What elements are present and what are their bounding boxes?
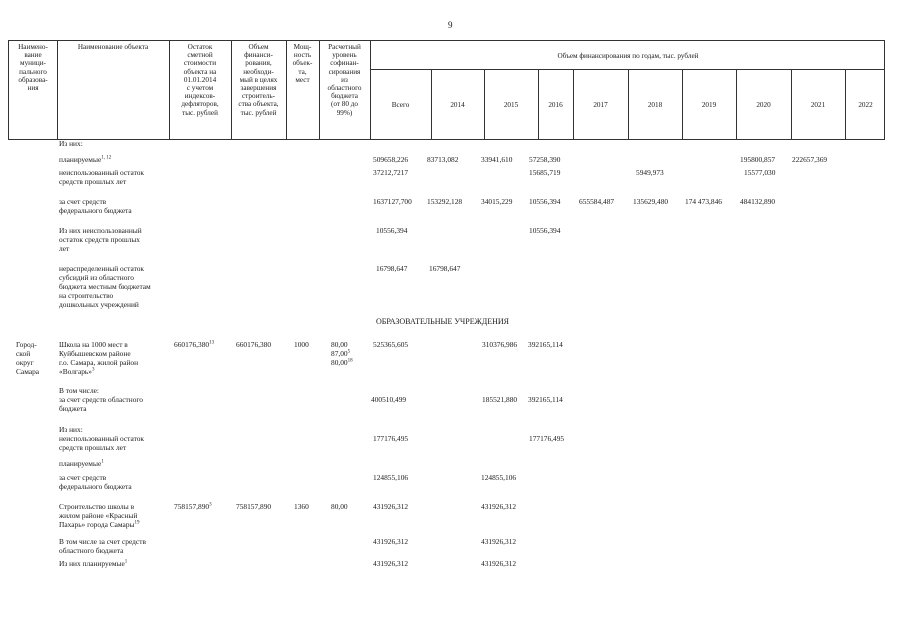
header-funding-volume: Объем финанси- рования, необходи- мый в целях завершения строитель- ства объекта, тыс. рублей xyxy=(238,43,279,117)
row-from-them-label: Из них: xyxy=(59,139,83,148)
header-year-2015: 2015 xyxy=(503,101,519,109)
table-cell: 5949,973 xyxy=(636,168,664,177)
table-cell: 392165,114 xyxy=(528,395,563,404)
row-municipality: Город- ской округ Самара xyxy=(16,340,40,376)
table-cell: 310376,986 xyxy=(482,340,518,349)
header-year-2022: 2022 xyxy=(858,101,873,109)
table-cell: 83713,082 xyxy=(427,155,459,164)
table-cell: 153292,128 xyxy=(427,197,463,206)
table-cell: 758157,890 xyxy=(236,502,272,511)
table-cell: 57258,390 xyxy=(529,155,561,164)
table-cell: 431926,312 xyxy=(373,502,409,511)
row-unused-school-label: Из них: неиспользованный остаток средств прошлых лет xyxy=(59,425,144,452)
table-cell: 400510,499 xyxy=(371,395,407,404)
table-cell: 525365,605 xyxy=(373,340,409,349)
table-cell: 10556,394 xyxy=(376,226,408,235)
table-cell: 10556,394 xyxy=(529,197,561,206)
header-estimate-balance: Остаток сметной стоимости объекта на 01.01.2014 с учетом индексов- дефляторов, тыс. рублей xyxy=(181,43,219,117)
row-unused-federal-label: Из них неиспользованный остаток средств прошлых лет xyxy=(59,226,142,253)
header-year-2016: 2016 xyxy=(548,101,563,109)
table-cell: 16798,647 xyxy=(429,264,461,273)
table-cell: 509658,226 xyxy=(373,155,409,164)
header-year-2018: 2018 xyxy=(647,101,663,109)
table-cell: 10556,394 xyxy=(529,226,561,235)
table-cell: 431926,312 xyxy=(373,537,409,546)
row-planned-pakhar-label: Из них планируемые$^1$ xyxy=(59,559,128,568)
header-year-2019: 2019 xyxy=(701,101,717,109)
table-cell: 660176,380$^{13}$ xyxy=(174,340,215,349)
table-cell: 174 473,846 xyxy=(685,197,722,206)
row-federal-budget-label: за счет средств федерального бюджета xyxy=(59,197,132,215)
section-title: ОБРАЗОВАТЕЛЬНЫЕ УЧРЕЖДЕНИЯ xyxy=(376,317,509,326)
table-cell: 431926,312 xyxy=(481,537,517,546)
table-cell: 16798,647 xyxy=(376,264,408,273)
table-cell: 431926,312 xyxy=(373,559,409,568)
table-cell: 431926,312 xyxy=(481,559,517,568)
table-cell: 185521,880 xyxy=(482,395,518,404)
row-regional-pakhar-label: В том числе за счет средств областного бюджета xyxy=(59,537,146,555)
header-total: Всего xyxy=(391,101,410,109)
table-cell: 1637127,700 xyxy=(373,197,412,206)
header-capacity: Мощ- ность объек- та, мест xyxy=(292,43,313,84)
header-year-2020: 2020 xyxy=(756,101,771,109)
table-cell: 431926,312 xyxy=(481,502,517,511)
table-cell: 222657,369 xyxy=(792,155,828,164)
table-cell: 195800,857 xyxy=(740,155,776,164)
table-cell: 177176,495 xyxy=(529,434,565,443)
table-cell: 80,00 xyxy=(331,340,348,349)
table-cell: 80,00$^{18}$ xyxy=(331,358,353,367)
table-cell: 15685,719 xyxy=(529,168,561,177)
table-header xyxy=(8,40,885,140)
table-cell: 392165,114 xyxy=(528,340,563,349)
table-cell: 1000 xyxy=(294,340,309,349)
table-cell: 124855,106 xyxy=(373,473,409,482)
table-cell: 34015,229 xyxy=(481,197,513,206)
page-number: 9 xyxy=(448,20,453,30)
header-year-2017: 2017 xyxy=(593,101,608,109)
row-regional-budget-label: В том числе: за счет средств областного бюджета xyxy=(59,386,143,413)
table-cell: 33941,610 xyxy=(481,155,513,164)
header-cofinancing: Расчетный уровень софинан- сирования из областного бюджета (от 80 до 99%) xyxy=(327,43,362,117)
table-cell: 15577,030 xyxy=(744,168,776,177)
table-cell: 1360 xyxy=(294,502,309,511)
table-cell: 484132,890 xyxy=(740,197,776,206)
table-cell: 80,00 xyxy=(331,502,348,511)
table-cell: 124855,106 xyxy=(481,473,517,482)
row-undistributed-label: нераспределенный остаток субсидий из областного бюджета местным бюджетам на строительство дошкольных учреждений xyxy=(59,264,151,309)
header-municipality: Наимено- вание муници- пального образова- ния xyxy=(18,43,48,93)
table-cell: 37212,7217 xyxy=(373,168,409,177)
table-cell: 655584,487 xyxy=(579,197,615,206)
table-cell: 758157,890$^3$ xyxy=(174,502,212,511)
table-cell: 87,00$^5$ xyxy=(331,349,351,358)
header-year-2021: 2021 xyxy=(810,101,826,109)
table-cell: 177176,495 xyxy=(373,434,409,443)
row-school-pakhar-label: Строительство школы в жилом районе «Красный Пахарь» города Самары$^{19}$ xyxy=(59,502,140,529)
row-federal-school-label: за счет средств федерального бюджета xyxy=(59,473,132,491)
header-object-name: Наименование объекта xyxy=(77,43,149,51)
row-planned-school-label: планируемые$^1$ xyxy=(59,459,104,468)
row-planned-label: планируемые$^{1, 12}$ xyxy=(59,155,112,164)
row-school-volgar-label: Школа на 1000 мест в Куйбышевском районе г.о. Самара, жилой район «Волгарь»$^3$ xyxy=(59,340,139,376)
header-yearly-funding: Объем финансирования по годам, тыс. рублей xyxy=(557,52,699,60)
header-year-2014: 2014 xyxy=(450,101,465,109)
row-unused-balance-label: неиспользованный остаток средств прошлых лет xyxy=(59,168,144,186)
table-cell: 135629,480 xyxy=(633,197,669,206)
table-cell: 660176,380 xyxy=(236,340,272,349)
